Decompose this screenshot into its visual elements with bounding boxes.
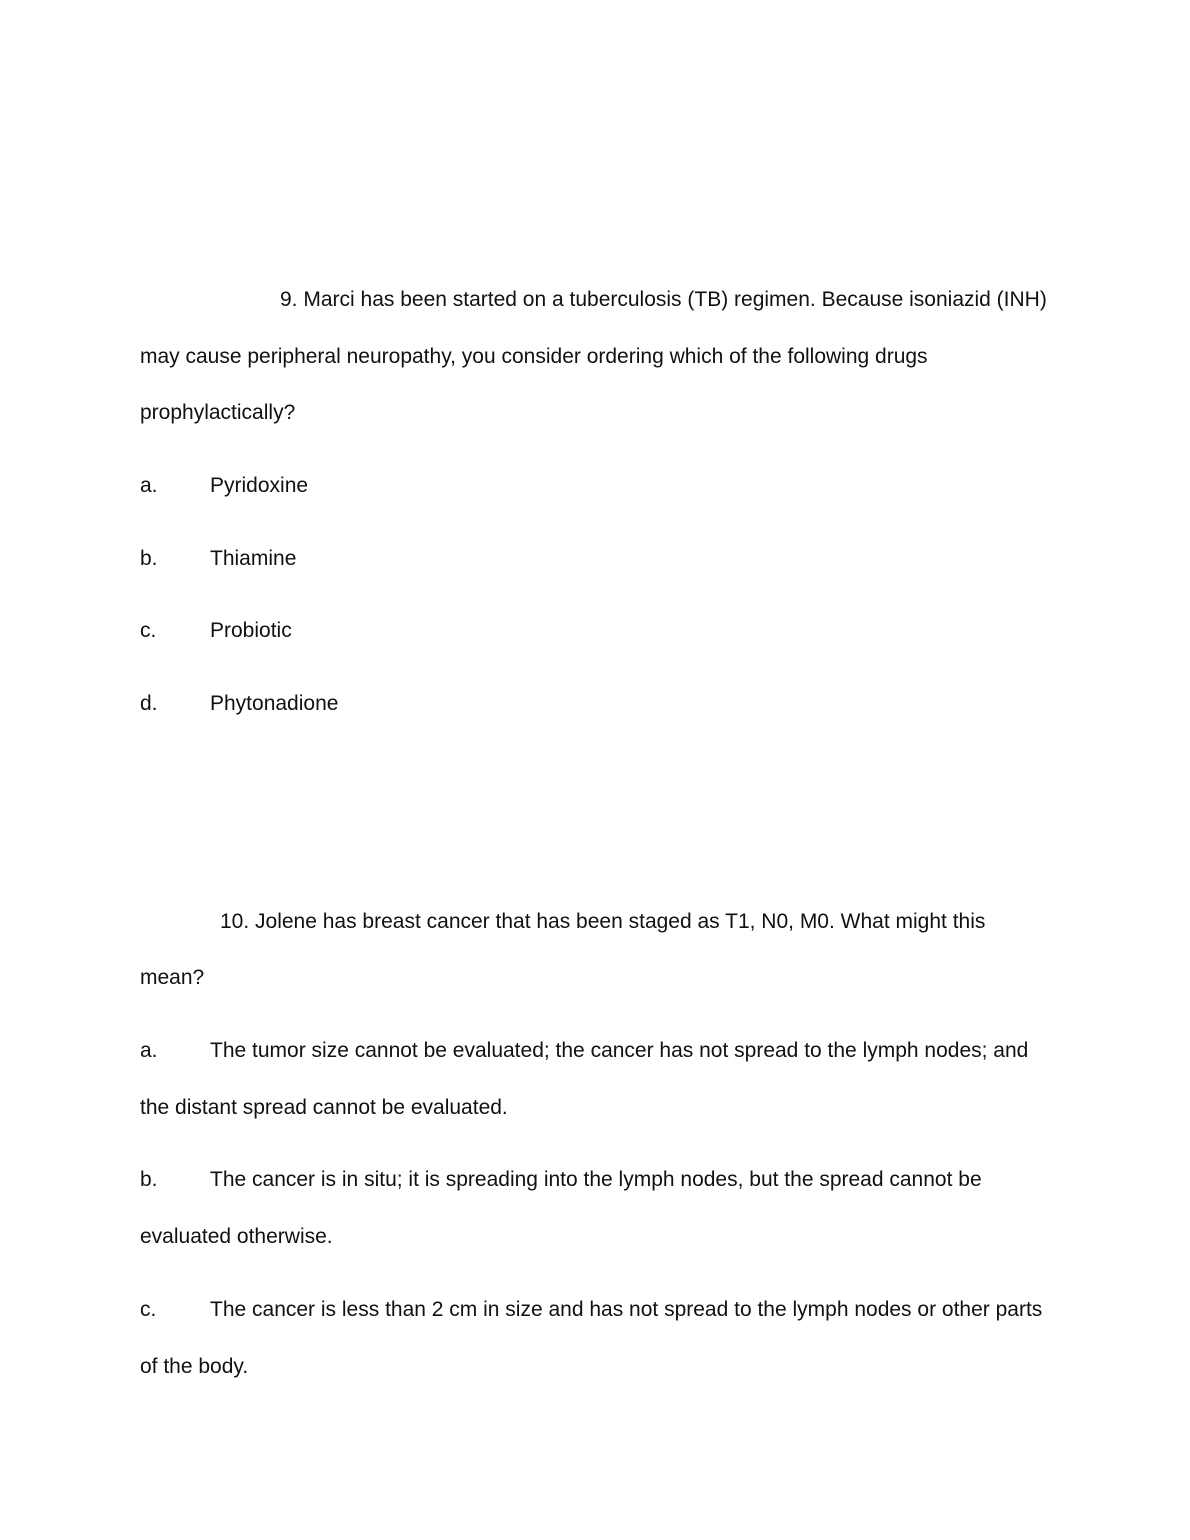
option-letter: a.: [140, 1039, 158, 1062]
option-text: Thiamine: [210, 547, 297, 570]
option-letter: c.: [140, 619, 157, 642]
option-letter: b.: [140, 547, 158, 570]
option-text: The tumor size cannot be evaluated; the cancer has not spread to the lymph nodes; and: [210, 1039, 1029, 1062]
option-text: Pyridoxine: [210, 474, 309, 497]
question-stem-line: 10. Jolene has breast cancer that has been staged as T1, N0, M0. What might this: [220, 910, 986, 933]
option-letter: b.: [140, 1168, 158, 1191]
option-text-continuation: of the body.: [140, 1355, 249, 1378]
question-stem-line: may cause peripheral neuropathy, you consider ordering which of the following drugs: [140, 345, 928, 368]
option-text: The cancer is less than 2 cm in size and has not spread to the lymph nodes or other parts: [210, 1298, 1043, 1321]
option-text: Phytonadione: [210, 692, 339, 715]
option-text: Probiotic: [210, 619, 292, 642]
question-stem-line: prophylactically?: [140, 401, 296, 424]
option-text-continuation: evaluated otherwise.: [140, 1225, 333, 1248]
question-stem-line: 9. Marci has been started on a tuberculosis (TB) regimen. Because isoniazid (INH): [280, 288, 1047, 311]
option-text-continuation: the distant spread cannot be evaluated.: [140, 1096, 508, 1119]
option-letter: c.: [140, 1298, 157, 1321]
question-stem-line: mean?: [140, 966, 205, 989]
option-text: The cancer is in situ; it is spreading into the lymph nodes, but the spread cannot be: [210, 1168, 982, 1191]
option-letter: d.: [140, 692, 158, 715]
option-letter: a.: [140, 474, 158, 497]
